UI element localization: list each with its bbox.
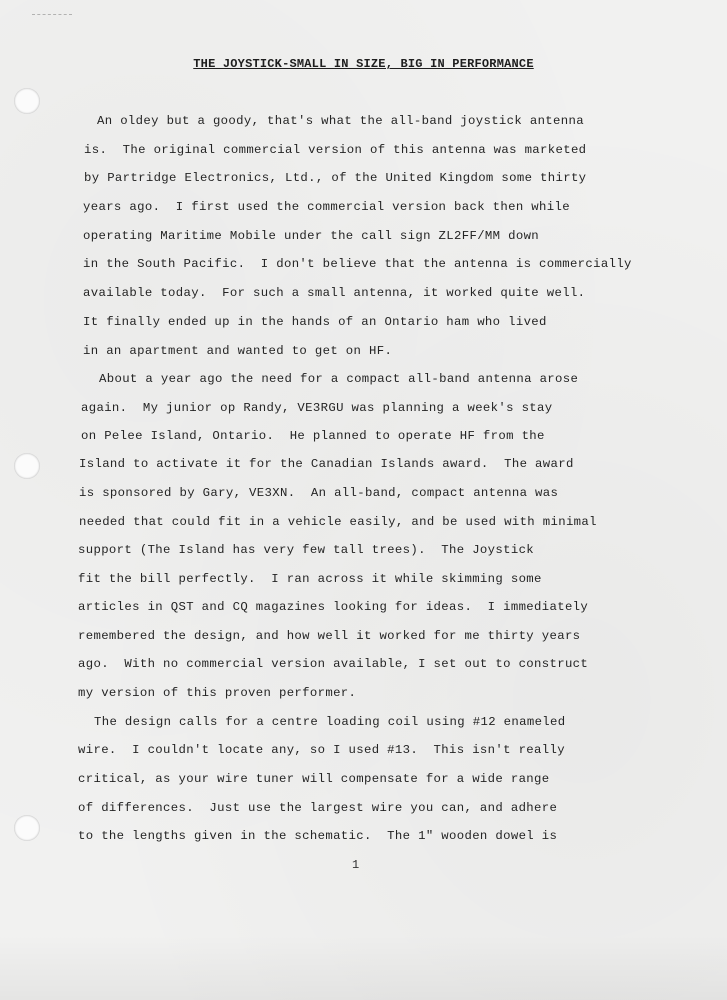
- text-line: operating Maritime Mobile under the call sign ZL2FF/MM down: [83, 229, 540, 243]
- text-line: is sponsored by Gary, VE3XN. An all-band, compact antenna was: [79, 486, 559, 500]
- text-line: support (The Island has very few tall trees). The Joystick: [78, 543, 535, 557]
- page-number: 1: [352, 858, 360, 872]
- text-line: It finally ended up in the hands of an Ontario ham who lived: [83, 315, 547, 329]
- text-line: in an apartment and wanted to get on HF.: [83, 344, 393, 358]
- binder-hole-top: [14, 88, 40, 114]
- text-line: remembered the design, and how well it worked for me thirty years: [78, 629, 581, 643]
- text-line: available today. For such a small antenna, it worked quite well.: [83, 286, 586, 300]
- text-line: Island to activate it for the Canadian Islands award. The award: [79, 457, 574, 471]
- text-line: in the South Pacific. I don't believe that the antenna is commercially: [83, 257, 632, 271]
- text-line: of differences. Just use the largest wire you can, and adhere: [78, 801, 558, 815]
- text-line: An oldey but a goody, that's what the all-band joystick antenna: [97, 114, 584, 128]
- document-title: THE JOYSTICK-SMALL IN SIZE, BIG IN PERFORMANCE: [193, 57, 534, 71]
- text-line: The design calls for a centre loading coil using #12 enameled: [94, 715, 566, 729]
- text-line: articles in QST and CQ magazines looking for ideas. I immediately: [78, 600, 589, 614]
- text-line: on Pelee Island, Ontario. He planned to operate HF from the: [81, 429, 545, 443]
- binder-hole-middle: [14, 453, 40, 479]
- text-line: my version of this proven performer.: [78, 686, 357, 700]
- scan-mark: [32, 14, 72, 19]
- text-line: to the lengths given in the schematic. The 1" wooden dowel is: [78, 829, 558, 843]
- text-line: ago. With no commercial version available, I set out to construct: [78, 657, 589, 671]
- text-line: needed that could fit in a vehicle easily, and be used with minimal: [79, 515, 597, 529]
- text-line: is. The original commercial version of this antenna was marketed: [84, 143, 587, 157]
- scan-shadow: [0, 935, 727, 1000]
- text-line: fit the bill perfectly. I ran across it while skimming some: [78, 572, 542, 586]
- text-line: About a year ago the need for a compact all-band antenna arose: [99, 372, 579, 386]
- text-line: critical, as your wire tuner will compensate for a wide range: [78, 772, 550, 786]
- text-line: by Partridge Electronics, Ltd., of the United Kingdom some thirty: [84, 171, 587, 185]
- text-line: wire. I couldn't locate any, so I used #13. This isn't really: [78, 743, 565, 757]
- text-line: again. My junior op Randy, VE3RGU was planning a week's stay: [81, 401, 553, 415]
- binder-hole-bottom: [14, 815, 40, 841]
- text-line: years ago. I first used the commercial version back then while: [83, 200, 570, 214]
